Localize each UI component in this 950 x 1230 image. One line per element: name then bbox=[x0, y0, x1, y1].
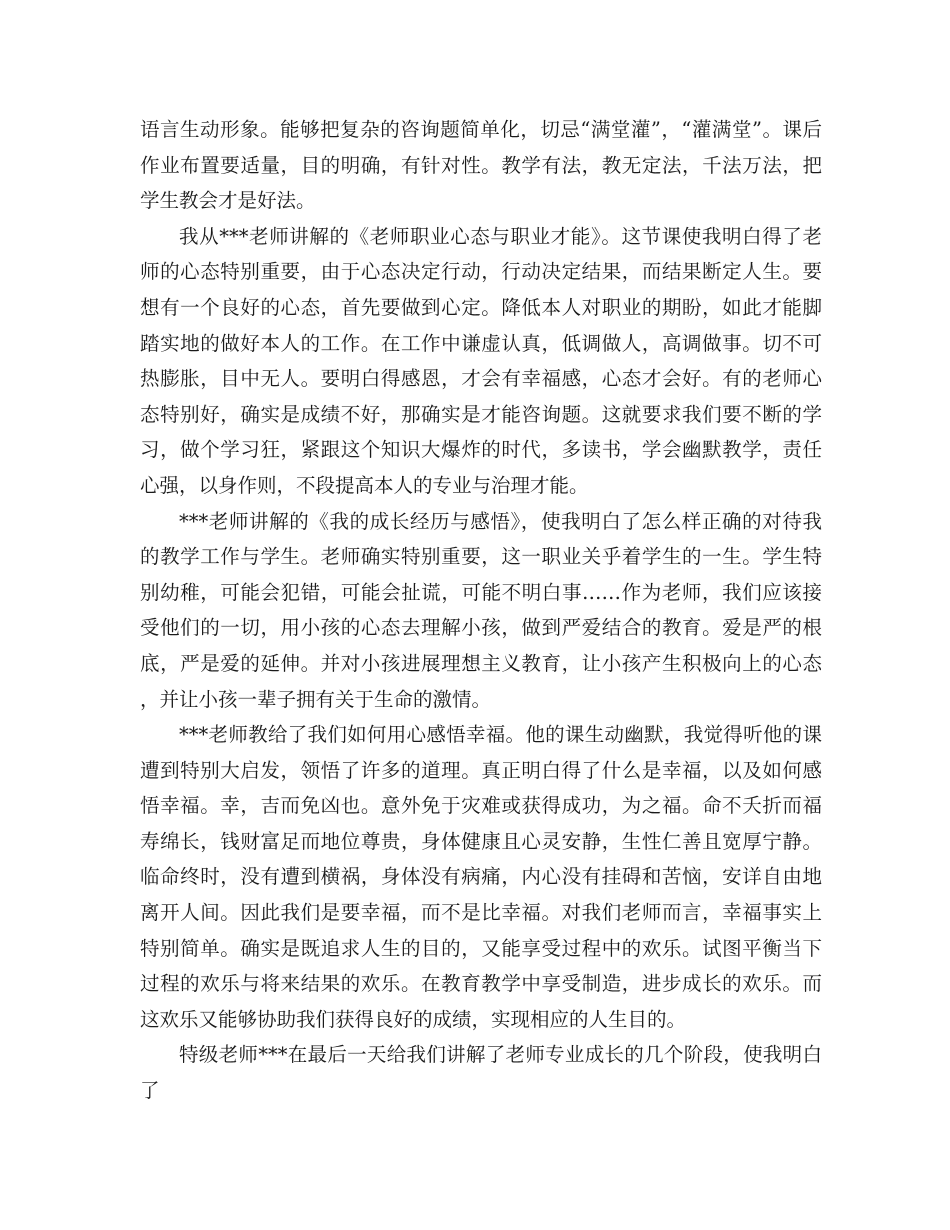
paragraph-2: 我从***老师讲解的《老师职业心态与职业才能》。这节课使我明白得了老师的心态特别重要，由于心态决定行动，行动决定结果，而结果断定人生。要想有一个良好的心态，首先要做到心定。降低本人对职业的期盼，如此才能脚踏实地的做好本人的工作。在工作中谦虚认真，低调做人，高调做事。切不可热膨胀，目中无人。要明白得感恩，才会有幸福感，心态才会好。有的老师心态特别好，确实是成绩不好，那确实是才能咨询题。这就要求我们要不断的学习，做个学习狂，紧跟这个知识大爆炸的时代，多读书，学会幽默教学，责任心强，以身作则，不段提高本人的专业与治理才能。 bbox=[140, 224, 822, 497]
document-body bbox=[140, 112, 822, 1109]
paragraph-4: ***老师教给了我们如何用心感悟幸福。他的课生动幽默，我觉得听他的课遭到特别大启发，领悟了许多的道理。真正明白得了什么是幸福，以及如何感悟幸福。幸，吉而免凶也。意外免于灾难或获得成功，为之福。命不夭折而福寿绵长，钱财富足而地位尊贵，身体健康且心灵安静，生性仁善且宽厚宁静。临命终时，没有遭到横祸，身体没有病痛，内心没有挂碍和苦恼，安详自由地离开人间。因此我们是要幸福，而不是比幸福。对我们老师而言，幸福事实上特别简单。确实是既追求人生的目的，又能享受过程中的欢乐。试图平衡当下过程的欢乐与将来结果的欢乐。在教育教学中享受制造，进步成长的欢乐。而这欢乐又能够协助我们获得良好的成绩，实现相应的人生目的。 bbox=[140, 723, 822, 1031]
paragraph-5: 特级老师***在最后一天给我们讲解了老师专业成长的几个阶段，使我明白了 bbox=[140, 1043, 822, 1103]
paragraph-1: 语言生动形象。能够把复杂的咨询题简单化，切忌“满堂灌”，“灌满堂”。课后作业布置要适量，目的明确，有针对性。教学有法，教无定法，千法万法，把学生教会才是好法。 bbox=[140, 118, 822, 213]
paragraph-3: ***老师讲解的《我的成长经历与感悟》，使我明白了怎么样正确的对待我的教学工作与学生。老师确实特别重要，这一职业关乎着学生的一生。学生特别幼稚，可能会犯错，可能会扯谎，可能不明白事……作为老师，我们应该接受他们的一切，用小孩的心态去理解小孩，做到严爱结合的教育。爱是严的根底，严是爱的延伸。并对小孩进展理想主义教育，让小孩产生积极向上的心态，并让小孩一辈子拥有关于生命的激情。 bbox=[140, 509, 822, 711]
